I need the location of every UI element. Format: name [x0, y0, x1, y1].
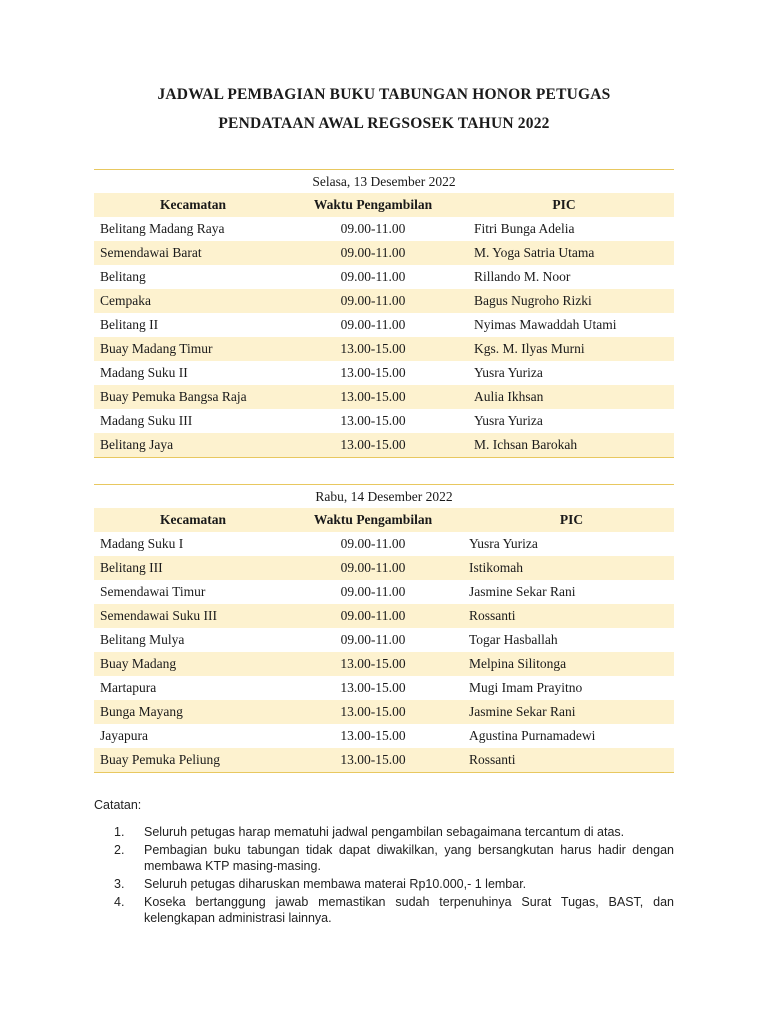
table-row: [94, 337, 674, 361]
notes-section: [94, 798, 674, 928]
kecamatan-cell: Cempaka: [100, 293, 151, 308]
kecamatan-cell: Buay Pemuka Peliung: [100, 752, 220, 767]
note-number: 3.: [114, 877, 125, 891]
waktu-cell: 09.00-11.00: [340, 536, 406, 551]
table-row: [94, 217, 674, 241]
note-item: [94, 824, 674, 840]
waktu-cell: 13.00-15.00: [340, 365, 406, 380]
note-item: [94, 842, 674, 874]
waktu-cell: 09.00-11.00: [340, 317, 406, 332]
kecamatan-cell: Belitang Madang Raya: [100, 221, 225, 236]
waktu-cell: 09.00-11.00: [340, 632, 406, 647]
waktu-cell: 13.00-15.00: [340, 656, 406, 671]
kecamatan-cell: Belitang Jaya: [100, 437, 174, 452]
waktu-cell: 09.00-11.00: [340, 584, 406, 599]
pic-cell: M. Yoga Satria Utama: [474, 245, 595, 260]
pic-cell: Aulia Ikhsan: [474, 389, 544, 404]
kecamatan-cell: Madang Suku II: [100, 365, 188, 380]
pic-cell: Jasmine Sekar Rani: [469, 584, 576, 599]
column-header: Waktu Pengambilan: [313, 512, 433, 527]
table-row: [94, 700, 674, 724]
kecamatan-cell: Belitang II: [100, 317, 159, 332]
kecamatan-cell: Belitang: [100, 269, 146, 284]
kecamatan-cell: Madang Suku III: [100, 413, 193, 428]
kecamatan-cell: Martapura: [100, 680, 157, 695]
table-row: [94, 313, 674, 337]
column-header: PIC: [552, 197, 576, 212]
table-row: [94, 265, 674, 289]
schedule-table-day-1: [94, 169, 674, 458]
table-row: [94, 748, 674, 773]
waktu-cell: 09.00-11.00: [340, 269, 406, 284]
pic-cell: Nyimas Mawaddah Utami: [474, 317, 617, 332]
note-number: 1.: [114, 825, 125, 839]
pic-cell: Jasmine Sekar Rani: [469, 704, 576, 719]
waktu-cell: 13.00-15.00: [340, 752, 406, 767]
waktu-cell: 09.00-11.00: [340, 245, 406, 260]
waktu-cell: 13.00-15.00: [340, 437, 406, 452]
kecamatan-cell: Jayapura: [100, 728, 148, 743]
note-item: [94, 876, 674, 892]
table-row: [94, 361, 674, 385]
kecamatan-cell: Madang Suku I: [100, 536, 184, 551]
kecamatan-cell: Buay Pemuka Bangsa Raja: [100, 389, 247, 404]
pic-cell: Mugi Imam Prayitno: [469, 680, 583, 695]
table-row: [94, 385, 674, 409]
waktu-cell: 09.00-11.00: [340, 608, 406, 623]
notes-list: [94, 824, 674, 926]
pic-cell: Yusra Yuriza: [469, 536, 538, 551]
table-row: [94, 532, 674, 556]
notes-label: Catatan:: [94, 798, 142, 812]
pic-cell: Rillando M. Noor: [474, 269, 571, 284]
waktu-cell: 13.00-15.00: [340, 341, 406, 356]
kecamatan-cell: Buay Madang: [100, 656, 177, 671]
pic-cell: M. Ichsan Barokah: [474, 437, 578, 452]
pic-cell: Yusra Yuriza: [474, 365, 543, 380]
pic-cell: Agustina Purnamadewi: [469, 728, 596, 743]
waktu-cell: 13.00-15.00: [340, 680, 406, 695]
note-text: Pembagian buku tabungan tidak dapat diwakilkan, yang bersangkutan harus hadir dengan membawa KTP masing-masing.: [144, 843, 674, 873]
note-item: [94, 894, 674, 926]
note-text: Seluruh petugas diharuskan membawa materai Rp10.000,- 1 lembar.: [144, 877, 527, 891]
table-row: [94, 556, 674, 580]
note-text: Koseka bertanggung jawab memastikan sudah terpenuhinya Surat Tugas, BAST, dan kelengkapan administrasi lainnya.: [144, 895, 674, 925]
pic-cell: Rossanti: [469, 608, 516, 623]
waktu-cell: 09.00-11.00: [340, 560, 406, 575]
kecamatan-cell: Belitang III: [100, 560, 163, 575]
pic-cell: Fitri Bunga Adelia: [474, 221, 575, 236]
column-header: Kecamatan: [160, 197, 226, 212]
note-number: 2.: [114, 843, 125, 857]
waktu-cell: 13.00-15.00: [340, 728, 406, 743]
note-number: 4.: [114, 895, 125, 909]
kecamatan-cell: Semendawai Suku III: [100, 608, 217, 623]
kecamatan-cell: Bunga Mayang: [100, 704, 183, 719]
table-row: [94, 580, 674, 604]
kecamatan-cell: Semendawai Timur: [100, 584, 206, 599]
table-row: [94, 409, 674, 433]
table-row: [94, 604, 674, 628]
waktu-cell: 13.00-15.00: [340, 413, 406, 428]
schedule-date: Rabu, 14 Desember 2022: [94, 484, 674, 508]
note-text: Seluruh petugas harap mematuhi jadwal pengambilan sebagaimana tercantum di atas.: [144, 825, 625, 839]
table-row: [94, 628, 674, 652]
waktu-cell: 13.00-15.00: [340, 704, 406, 719]
waktu-cell: 13.00-15.00: [340, 389, 406, 404]
kecamatan-cell: Buay Madang Timur: [100, 341, 213, 356]
column-header: Waktu Pengambilan: [313, 197, 433, 212]
table-header-row: [94, 508, 674, 532]
table-row: [94, 724, 674, 748]
kecamatan-cell: Semendawai Barat: [100, 245, 202, 260]
pic-cell: Togar Hasballah: [469, 632, 558, 647]
table-row: [94, 241, 674, 265]
column-header: Kecamatan: [160, 512, 226, 527]
pic-cell: Rossanti: [469, 752, 516, 767]
table-header-row: [94, 193, 674, 217]
kecamatan-cell: Belitang Mulya: [100, 632, 185, 647]
table-row: [94, 676, 674, 700]
pic-cell: Istikomah: [469, 560, 523, 575]
pic-cell: Melpina Silitonga: [469, 656, 567, 671]
column-header: PIC: [559, 512, 584, 527]
document-title-line-1: JADWAL PEMBAGIAN BUKU TABUNGAN HONOR PETUGAS: [157, 86, 611, 103]
document-title-line-2: PENDATAAN AWAL REGSOSEK TAHUN 2022: [218, 115, 550, 132]
table-row: [94, 433, 674, 458]
schedule-table-day-2: [94, 484, 674, 773]
pic-cell: Yusra Yuriza: [474, 413, 543, 428]
pic-cell: Bagus Nugroho Rizki: [474, 293, 592, 308]
waktu-cell: 09.00-11.00: [340, 293, 406, 308]
table-row: [94, 652, 674, 676]
waktu-cell: 09.00-11.00: [340, 221, 406, 236]
pic-cell: Kgs. M. Ilyas Murni: [474, 341, 585, 356]
schedule-date: Selasa, 13 Desember 2022: [94, 169, 674, 193]
table-row: [94, 289, 674, 313]
